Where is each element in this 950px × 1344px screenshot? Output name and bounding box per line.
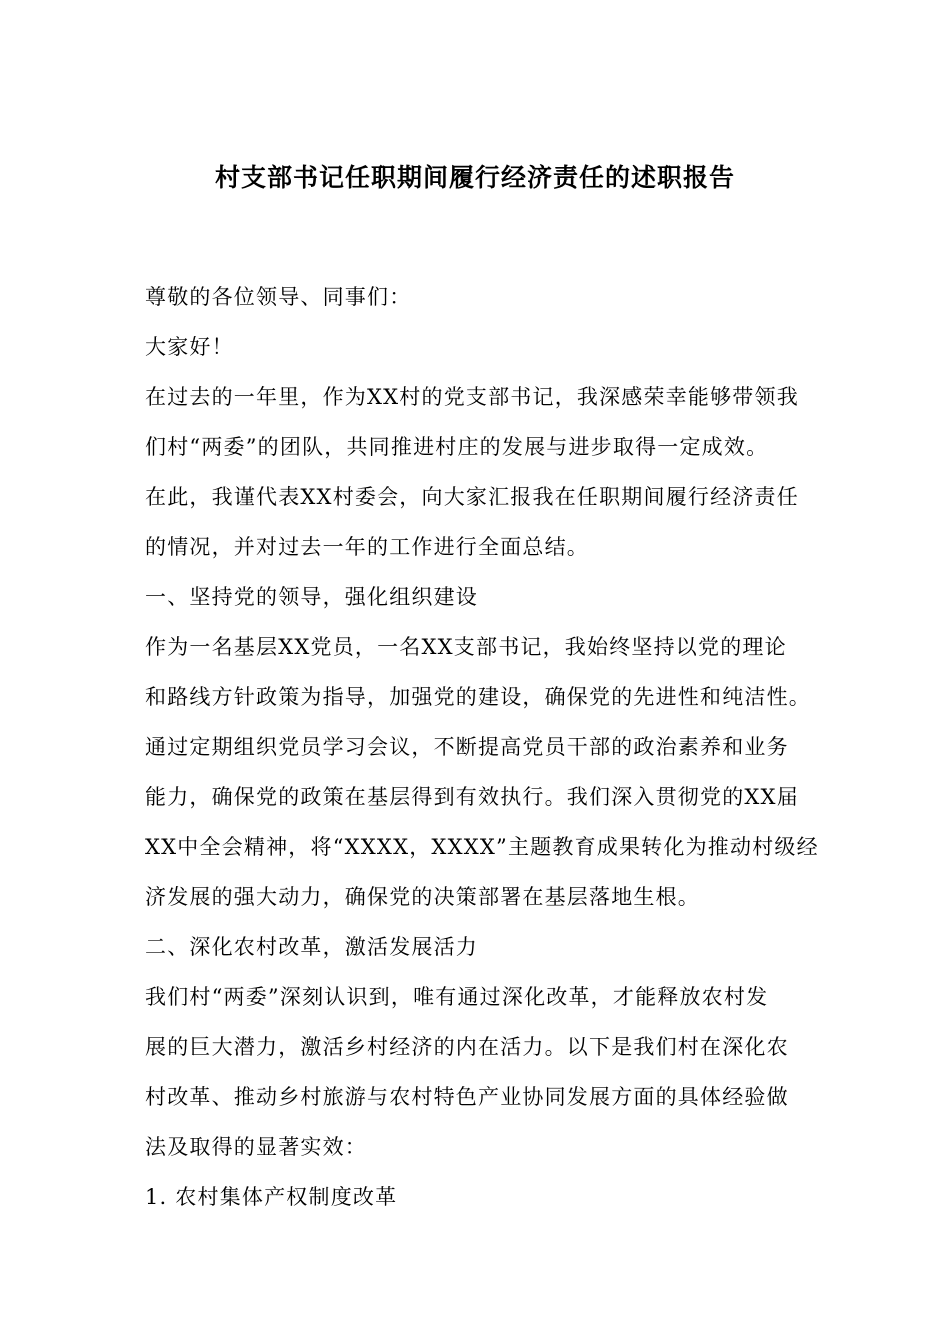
paragraph-line: 展的巨大潜力，激活乡村经济的内在活力。以下是我们村在深化农 bbox=[145, 1035, 789, 1059]
greeting-line: 大家好！ bbox=[145, 335, 234, 359]
paragraph-line: 在过去的一年里，作为XX村的党支部书记，我深感荣幸能够带领我 bbox=[145, 385, 799, 409]
section-heading-1: 一、坚持党的领导，强化组织建设 bbox=[145, 585, 478, 609]
salutation-line: 尊敬的各位领导、同事们： bbox=[145, 285, 412, 309]
subsection-heading-1: 1. 农村集体产权制度改革 bbox=[145, 1185, 398, 1209]
paragraph-line: 作为一名基层XX党员，一名XX支部书记，我始终坚持以党的理论 bbox=[145, 635, 787, 659]
paragraph-line: 法及取得的显著实效： bbox=[145, 1135, 367, 1159]
paragraph-line: 通过定期组织党员学习会议，不断提高党员干部的政治素养和业务 bbox=[145, 735, 789, 759]
paragraph-line: 村改革、推动乡村旅游与农村特色产业协同发展方面的具体经验做 bbox=[145, 1085, 789, 1109]
paragraph-line: 能力，确保党的政策在基层得到有效执行。我们深入贯彻党的XX届 bbox=[145, 785, 799, 809]
paragraph-line: 们村“两委”的团队，共同推进村庄的发展与进步取得一定成效。 bbox=[145, 435, 769, 459]
paragraph-line: 在此，我谨代表XX村委会，向大家汇报我在任职期间履行经济责任 bbox=[145, 485, 799, 509]
document-title: 村支部书记任职期间履行经济责任的述职报告 bbox=[214, 163, 735, 192]
paragraph-line: 和路线方针政策为指导，加强党的建设，确保党的先进性和纯洁性。 bbox=[145, 685, 811, 709]
paragraph-line: 我们村“两委”深刻认识到，唯有通过深化改革，才能释放农村发 bbox=[145, 985, 769, 1009]
document-body bbox=[145, 279, 825, 1229]
paragraph-line: XX中全会精神，将“XXXX，XXXX”主题教育成果转化为推动村级经 bbox=[145, 835, 819, 859]
paragraph-line: 济发展的强大动力，确保党的决策部署在基层落地生根。 bbox=[145, 885, 700, 909]
paragraph-line: 的情况，并对过去一年的工作进行全面总结。 bbox=[145, 535, 589, 559]
section-heading-2: 二、深化农村改革，激活发展活力 bbox=[145, 935, 478, 959]
